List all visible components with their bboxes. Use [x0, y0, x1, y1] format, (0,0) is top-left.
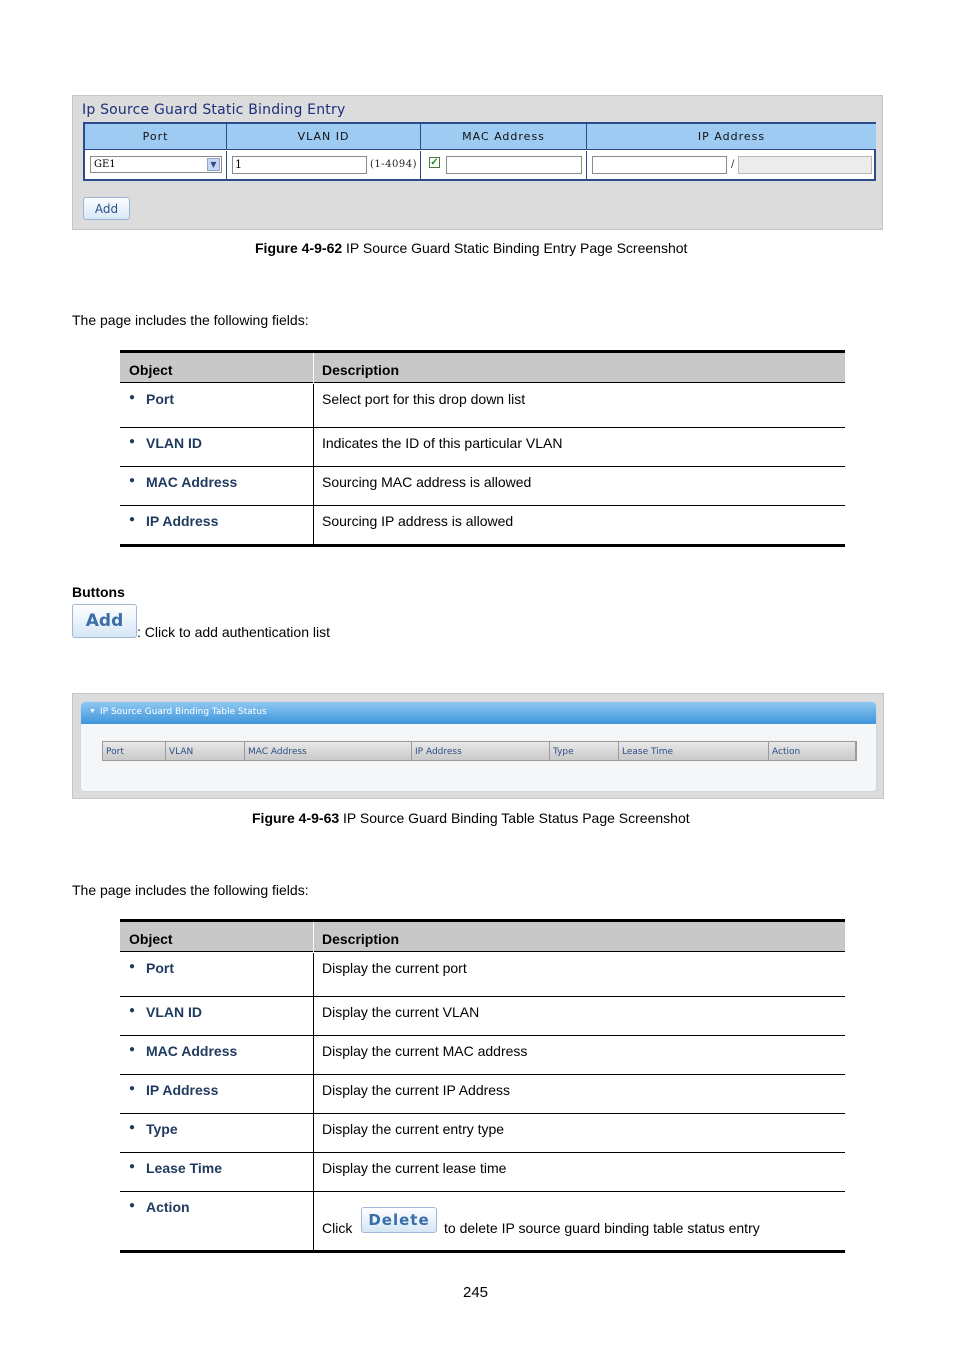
port-cell [85, 151, 227, 179]
column-header-ip-address[interactable] [411, 741, 549, 761]
figure-caption-2 [252, 810, 690, 826]
column-label: MAC Address [248, 747, 307, 757]
panel-title: IP Source Guard Binding Table Status [100, 707, 267, 717]
table-row: ● MAC Address Display the current MAC address [120, 1036, 845, 1075]
page-number: 245 [463, 1284, 489, 1301]
row-description: Sourcing MAC address is allowed [322, 474, 532, 490]
collapse-triangle-icon[interactable]: ▼ [89, 708, 96, 715]
row-object: Port [146, 960, 174, 976]
panel-title-bar [81, 702, 876, 724]
header-description: Description [322, 931, 400, 947]
row-description: Display the current port [322, 960, 467, 976]
row-description: Display the current entry type [322, 1121, 505, 1137]
column-label: Port [106, 747, 124, 757]
column-label: IP Address [415, 747, 462, 757]
table-row: ● IP Address Sourcing IP address is allowed [120, 506, 845, 544]
row-object: VLAN ID [146, 1004, 202, 1020]
row-object: Lease Time [146, 1160, 223, 1176]
table-row: ● Port Select port for this drop down list [120, 384, 845, 428]
table-bottom-rule [120, 1250, 845, 1253]
intro-paragraph-1: The page includes the following fields: [72, 312, 309, 328]
mac-cell [421, 151, 587, 179]
chevron-down-icon[interactable]: ▼ [207, 158, 220, 171]
ip-address-input[interactable] [592, 156, 727, 174]
status-panel [80, 701, 877, 792]
row-description: Display the current IP Address [322, 1082, 511, 1098]
table-bottom-rule [120, 544, 845, 547]
panel-title: Ip Source Guard Static Binding Entry [82, 102, 346, 118]
vlan-cell [227, 151, 421, 179]
row-object: IP Address [146, 513, 219, 529]
header-description: Description [322, 362, 400, 378]
row-object: Action [146, 1199, 190, 1215]
row-description-prefix: Click [322, 1220, 353, 1236]
table-row: ● Type Display the current entry type [120, 1114, 845, 1153]
header-object: Object [129, 362, 173, 378]
figure-caption-text: IP Source Guard Static Binding Entry Page Screenshot [342, 240, 688, 256]
column-header-vlan[interactable] [165, 741, 244, 761]
fields-table-2 [120, 919, 845, 1259]
column-header-mac-address[interactable] [244, 741, 411, 761]
row-object: Port [146, 391, 174, 407]
header-object: Object [129, 931, 173, 947]
add-button-sample[interactable]: Add [72, 604, 137, 638]
add-button-description: : Click to add authentication list [137, 624, 330, 640]
column-label: Type [553, 747, 574, 757]
row-object: Type [146, 1121, 178, 1137]
column-header-action[interactable] [768, 741, 856, 761]
table-row: ● MAC Address Sourcing MAC address is allowed [120, 467, 845, 506]
column-label: Lease Time [622, 747, 674, 757]
figure-number: Figure 4-9-63 [252, 810, 340, 826]
table-row: ● Action Click to delete IP source guard binding table status entry [120, 1192, 845, 1250]
column-header-ip-address: IP Address [587, 124, 876, 150]
mac-address-input[interactable] [446, 156, 582, 174]
table-row: ● Lease Time Display the current lease time [120, 1153, 845, 1192]
ip-mask-input [738, 156, 872, 174]
figure-number: Figure 4-9-62 [255, 240, 343, 256]
vlan-id-input[interactable]: 1 [232, 156, 367, 174]
column-header-port: Port [85, 124, 227, 150]
row-description: Display the current lease time [322, 1160, 507, 1176]
row-description: Select port for this drop down list [322, 391, 526, 407]
column-header-vlan-id: VLAN ID [227, 124, 421, 150]
row-object: MAC Address [146, 1043, 238, 1059]
mac-enable-checkbox[interactable]: ✓ [430, 157, 439, 168]
row-description: Display the current VLAN [322, 1004, 480, 1020]
buttons-heading: Buttons [72, 584, 125, 600]
table-header [120, 353, 845, 383]
figure-caption-1 [255, 240, 687, 256]
figure-caption-text: IP Source Guard Binding Table Status Page Screenshot [339, 810, 690, 826]
column-label: Action [772, 747, 801, 757]
ip-cell [587, 151, 876, 179]
row-description: Indicates the ID of this particular VLAN [322, 435, 563, 451]
row-object: IP Address [146, 1082, 219, 1098]
column-label: VLAN [169, 747, 194, 757]
row-description: Display the current MAC address [322, 1043, 528, 1059]
binding-table-status-screenshot [72, 693, 884, 799]
table-row: ● VLAN ID Display the current VLAN [120, 997, 845, 1036]
add-button[interactable]: Add [83, 197, 130, 220]
vlan-range-hint: (1-4094) [370, 159, 417, 170]
ip-mask-separator: / [731, 159, 735, 170]
column-header-port[interactable] [102, 741, 165, 761]
port-select-value: GE1 [94, 159, 116, 170]
column-header-type[interactable] [549, 741, 618, 761]
table-header [120, 922, 845, 952]
table-row: ● IP Address Display the current IP Address [120, 1075, 845, 1114]
row-object: VLAN ID [146, 435, 202, 451]
intro-paragraph-2: The page includes the following fields: [72, 882, 309, 898]
fields-table-1 [120, 350, 845, 550]
table-row: ● Port Display the current port [120, 953, 845, 997]
binding-entry-table [83, 122, 876, 181]
delete-button-sample[interactable]: Delete [361, 1207, 437, 1233]
column-end-border [855, 741, 857, 761]
port-select[interactable] [90, 156, 222, 173]
column-header-lease-time[interactable] [618, 741, 768, 761]
row-description-suffix: to delete IP source guard binding table status entry [444, 1220, 760, 1236]
column-header-mac-address: MAC Address [421, 124, 587, 150]
row-object: MAC Address [146, 474, 238, 490]
static-binding-entry-screenshot [72, 95, 883, 230]
table-row: ● VLAN ID Indicates the ID of this particular VLAN [120, 428, 845, 467]
row-description: Sourcing IP address is allowed [322, 513, 514, 529]
